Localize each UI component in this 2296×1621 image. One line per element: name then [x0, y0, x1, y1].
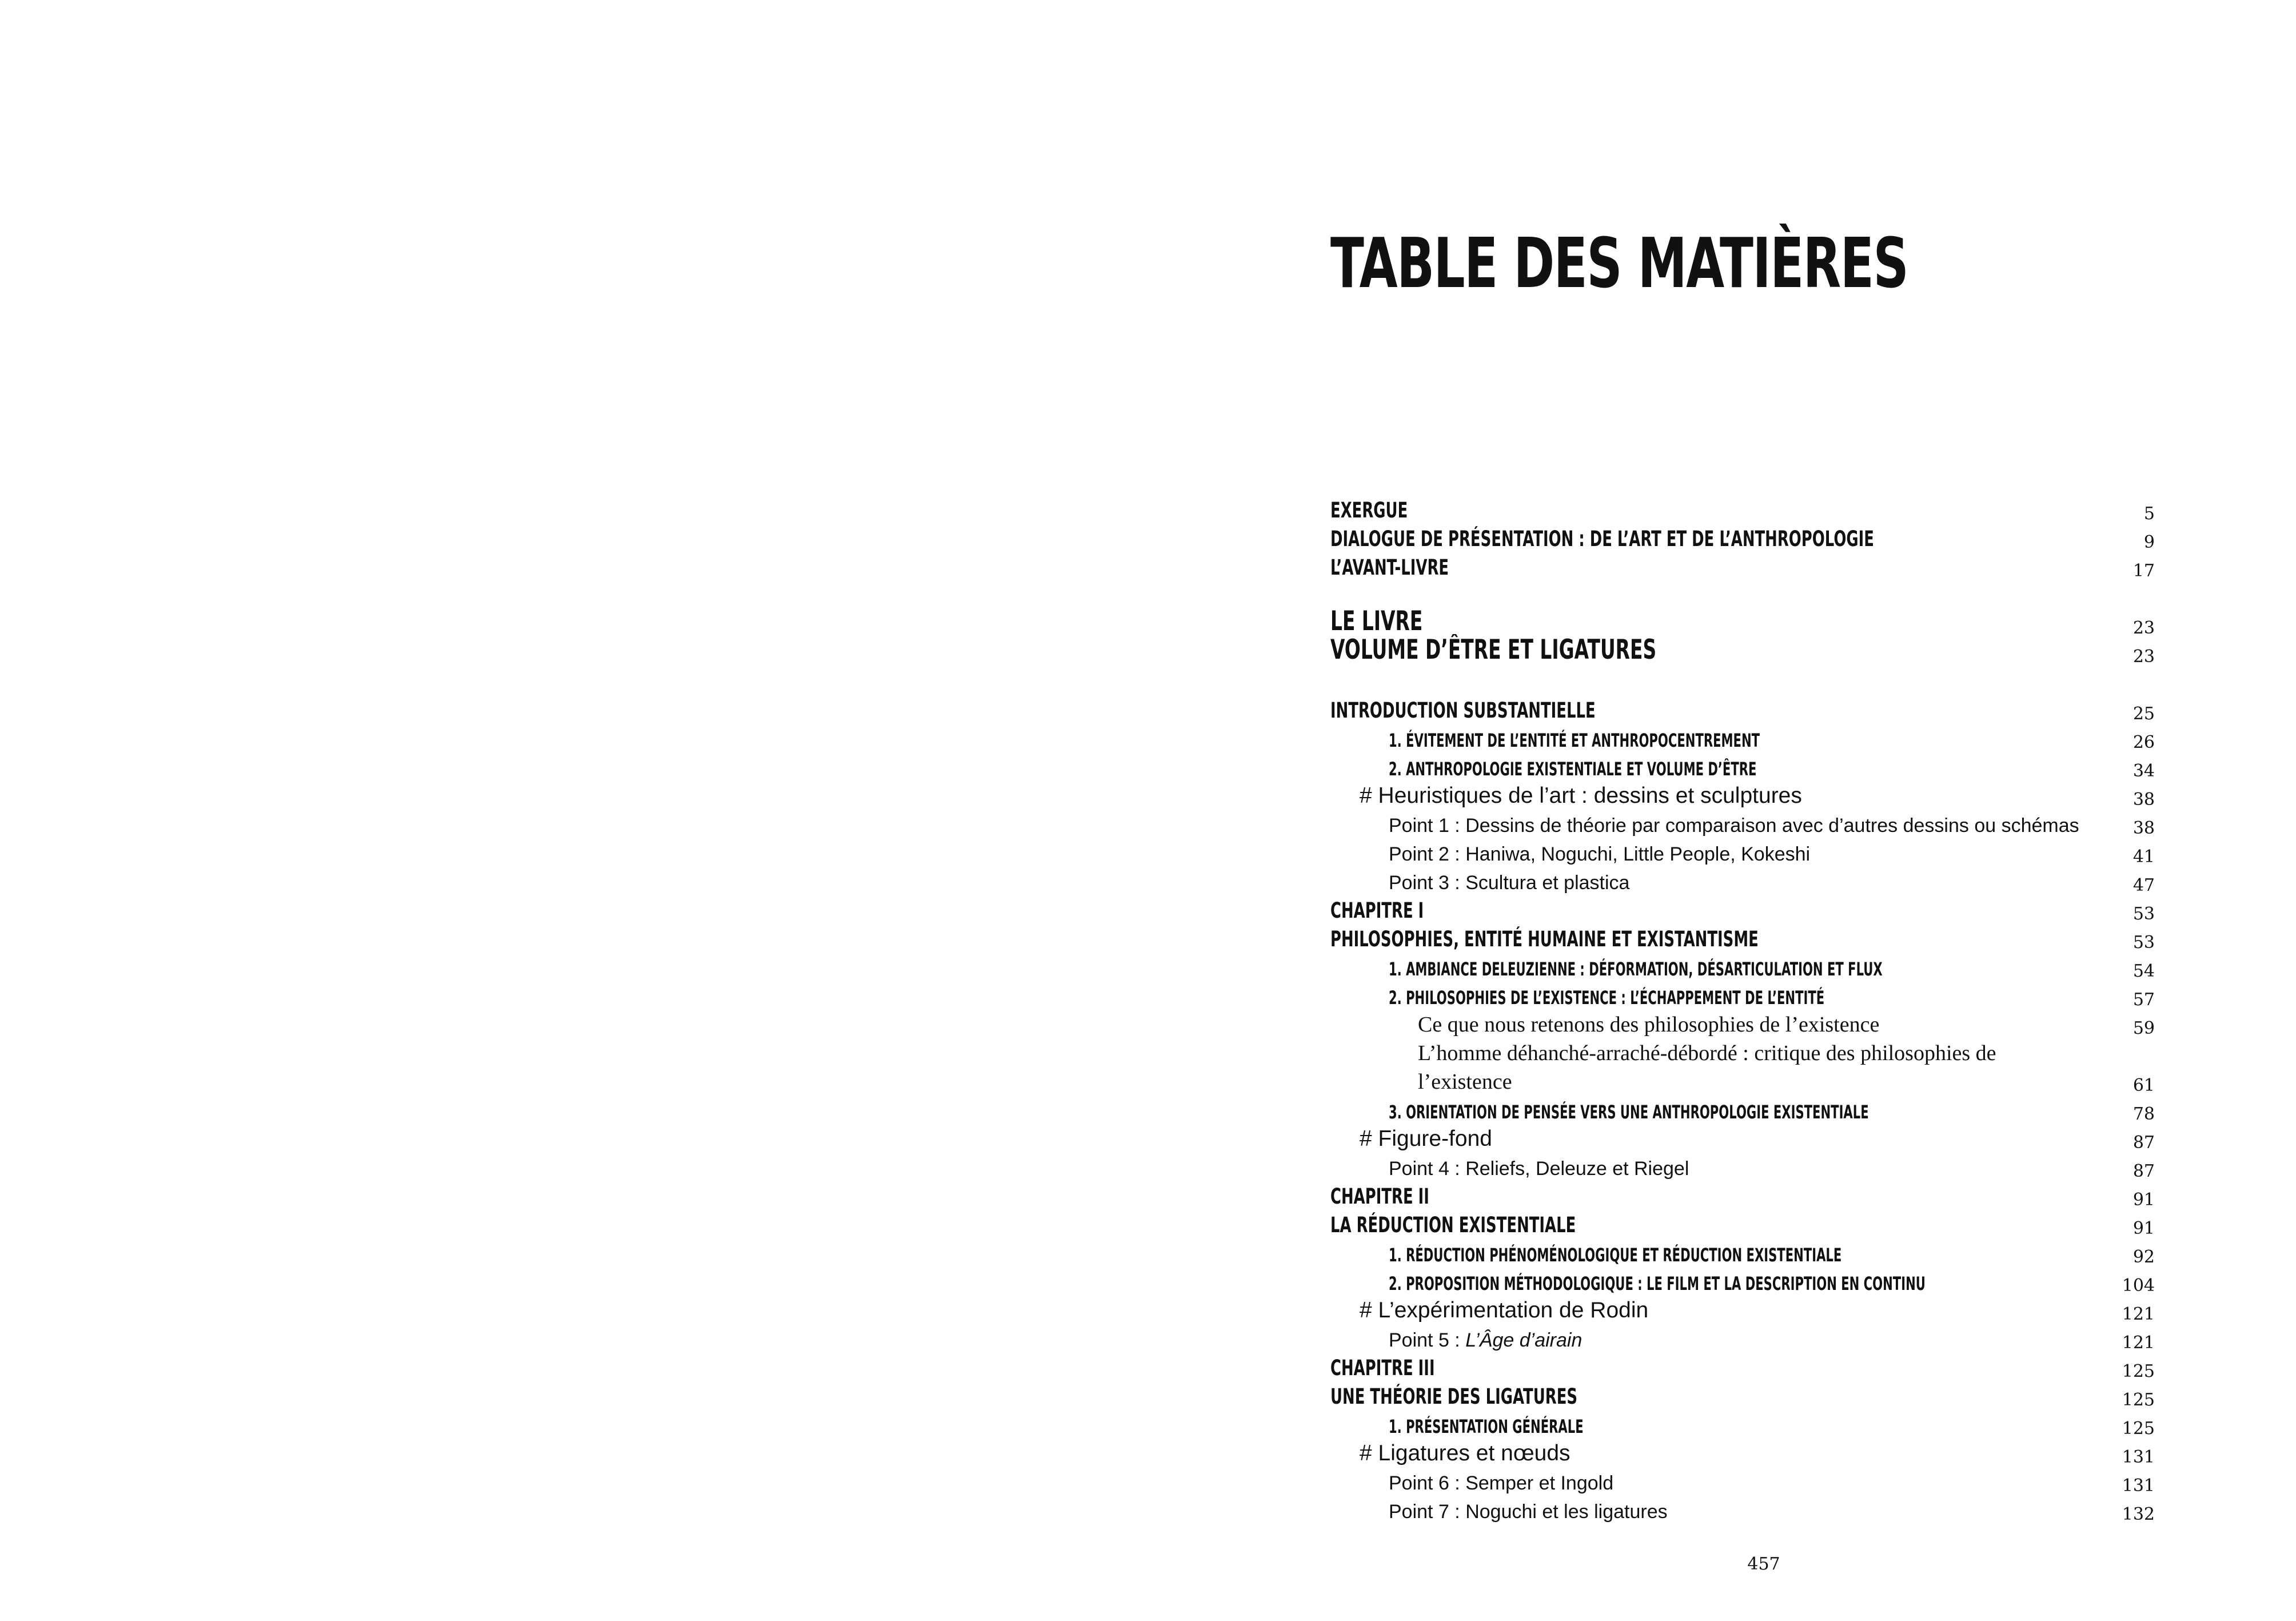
toc-entry-page: 121	[2122, 1333, 2155, 1353]
toc-entry-label: 1. PRÉSENTATION GÉNÉRALE	[1389, 1416, 1584, 1437]
toc-entry-page: 125	[2122, 1419, 2155, 1439]
toc-entry-label: Point 7 : Noguchi et les ligatures	[1389, 1501, 1668, 1523]
toc-entry-page: 47	[2132, 875, 2155, 895]
toc-entry	[1330, 497, 2155, 526]
toc-entry-label: 2. ANTHROPOLOGIE EXISTENTIALE ET VOLUME D’ÊTRE	[1389, 758, 1757, 780]
toc-entry	[1330, 634, 2155, 669]
toc-entry	[1330, 1184, 2155, 1212]
toc-entry-label: # Ligatures et nœuds	[1360, 1441, 1570, 1465]
toc-entry-page: 91	[2132, 1218, 2155, 1238]
toc-entry-label	[1389, 1329, 1582, 1352]
toc-entry-label: 1. RÉDUCTION PHÉNOMÉNOLOGIQUE ET RÉDUCTION EXISTENTIALE	[1389, 1244, 1842, 1266]
toc-entry	[1330, 841, 2155, 869]
toc-entry-page: 41	[2132, 847, 2155, 867]
toc-entry	[1330, 555, 2155, 583]
toc-entry-label: CHAPITRE III	[1330, 1356, 1435, 1380]
toc-entry-page: 125	[2122, 1390, 2155, 1410]
toc-entry	[1330, 955, 2155, 983]
toc-entry	[1330, 1412, 2155, 1441]
toc-entry	[1330, 1498, 2155, 1527]
toc-entry-label: DIALOGUE DE PRÉSENTATION : DE L’ART ET DE L’ANTHROPOLOGIE	[1330, 527, 1874, 551]
page-number: 457	[1747, 1554, 1780, 1574]
toc-entry-page: 34	[2132, 761, 2155, 781]
toc-entry-label: 1. ÉVITEMENT DE L’ENTITÉ ET ANTHROPOCENTREMENT	[1389, 730, 1760, 751]
toc-entry-page: 87	[2132, 1161, 2155, 1181]
toc-entry	[1330, 898, 2155, 926]
toc-entry	[1330, 726, 2155, 755]
toc-entry-label: LA RÉDUCTION EXISTENTIALE	[1330, 1213, 1576, 1237]
toc-entry-page: 23	[2132, 647, 2155, 667]
toc-entry	[1330, 1241, 2155, 1269]
toc-entry-label: CHAPITRE II	[1330, 1184, 1429, 1209]
toc-entry-page: 54	[2132, 961, 2155, 981]
toc-entry-page: 53	[2132, 904, 2155, 924]
toc-entry-page: 78	[2132, 1104, 2155, 1124]
toc-entry-page: 61	[2132, 1076, 2155, 1096]
toc-entry-page: 92	[2132, 1247, 2155, 1267]
toc-entry-label: 2. PROPOSITION MÉTHODOLOGIQUE : LE FILM ET LA DESCRIPTION EN CONTINU	[1389, 1273, 1926, 1295]
toc-entry	[1330, 1098, 2155, 1126]
toc-entry-page: 131	[2122, 1447, 2155, 1467]
toc-entry-label: Ce que nous retenons des philosophies de l’existence	[1418, 1013, 1880, 1037]
toc-entry	[1330, 926, 2155, 955]
toc-entry-page: 17	[2132, 561, 2155, 581]
toc-entry-label: 1. AMBIANCE DELEUZIENNE : DÉFORMATION, DÉSARTICULATION ET FLUX	[1389, 958, 1883, 980]
toc-entry-label: INTRODUCTION SUBSTANTIELLE	[1330, 698, 1596, 723]
toc-entry-label: L’homme déhanché-arraché-débordé : critique des philosophies de	[1418, 1041, 1996, 1065]
toc-entry-label: L’AVANT-LIVRE	[1330, 555, 1449, 580]
toc-entry-label: LE LIVRE	[1330, 606, 1423, 637]
toc-entry	[1330, 983, 2155, 1012]
toc-entry-label: PHILOSOPHIES, ENTITÉ HUMAINE ET EXISTANTISME	[1330, 927, 1759, 951]
toc-entry-label: Point 2 : Haniwa, Noguchi, Little People, Kokeshi	[1389, 843, 1811, 865]
toc-entry	[1330, 1298, 2155, 1327]
toc-entry	[1330, 1469, 2155, 1498]
toc-entry	[1330, 526, 2155, 555]
toc-title: TABLE DES MATIÈRES	[1330, 224, 1908, 304]
toc-entry	[1330, 1269, 2155, 1298]
toc-entry-page: 87	[2132, 1133, 2155, 1153]
toc-entry-page: 131	[2122, 1476, 2155, 1496]
toc-entry-page: 121	[2122, 1304, 2155, 1324]
toc-entry-page: 38	[2132, 818, 2155, 838]
toc-entry-page: 26	[2132, 732, 2155, 752]
toc-entry	[1330, 1155, 2155, 1184]
toc-entry	[1330, 1069, 2155, 1098]
toc-entry-label: CHAPITRE I	[1330, 898, 1424, 923]
toc-entry	[1330, 812, 2155, 841]
toc-entry	[1330, 783, 2155, 812]
toc-entry-page: 38	[2132, 790, 2155, 810]
toc-entry-label: Point 4 : Reliefs, Deleuze et Riegel	[1389, 1158, 1689, 1180]
toc-entry-label: l’existence	[1418, 1070, 1512, 1094]
toc-entry	[1330, 1012, 2155, 1041]
toc-entry-label: # Figure-fond	[1360, 1126, 1492, 1151]
toc-entry-page: 104	[2122, 1276, 2155, 1296]
toc-entry-page: 57	[2132, 990, 2155, 1010]
toc-entry-label: # Heuristiques de l’art : dessins et sculptures	[1360, 783, 1802, 808]
toc-entry-page: 23	[2132, 618, 2155, 638]
toc-entry-page: 9	[2143, 532, 2155, 552]
toc-entry	[1330, 869, 2155, 898]
toc-entry	[1330, 755, 2155, 783]
toc-entry	[1330, 1441, 2155, 1469]
toc-entry	[1330, 698, 2155, 726]
toc-entry	[1330, 1327, 2155, 1355]
toc-entry-page: 53	[2132, 933, 2155, 953]
toc-entry	[1330, 1041, 2155, 1069]
toc-entry-page: 132	[2122, 1504, 2155, 1524]
toc-entry	[1330, 1212, 2155, 1241]
toc-entry-label: 3. ORIENTATION DE PENSÉE VERS UNE ANTHROPOLOGIE EXISTENTIALE	[1389, 1101, 1869, 1123]
toc-entry-label-prefix: Point 5 :	[1389, 1329, 1466, 1351]
toc-entry-page: 5	[2143, 504, 2155, 524]
toc-entry-label: # L’expérimentation de Rodin	[1360, 1298, 1649, 1323]
toc-entry	[1330, 1355, 2155, 1384]
toc-entry-label: VOLUME D’ÊTRE ET LIGATURES	[1330, 634, 1657, 666]
toc-entry-label: Point 1 : Dessins de théorie par comparaison avec d’autres dessins ou schémas	[1389, 815, 2079, 837]
toc-entry-label: Point 6 : Semper et Ingold	[1389, 1472, 1614, 1494]
toc-entry-label: EXERGUE	[1330, 498, 1408, 523]
toc-entry-label-title: L’Âge d’airain	[1465, 1329, 1583, 1351]
toc-entry-page: 125	[2122, 1361, 2155, 1381]
toc-entry-page: 91	[2132, 1190, 2155, 1210]
toc-entry-page: 59	[2132, 1018, 2155, 1038]
toc-entry	[1330, 1384, 2155, 1412]
toc-entry-label: UNE THÉORIE DES LIGATURES	[1330, 1384, 1578, 1409]
toc-entry	[1330, 1126, 2155, 1155]
toc-entry-page: 25	[2132, 704, 2155, 724]
toc-entry-label: 2. PHILOSOPHIES DE L’EXISTENCE : L’ÉCHAPPEMENT DE L’ENTITÉ	[1389, 987, 1825, 1009]
toc-entry-label: Point 3 : Scultura et plastica	[1389, 872, 1630, 894]
